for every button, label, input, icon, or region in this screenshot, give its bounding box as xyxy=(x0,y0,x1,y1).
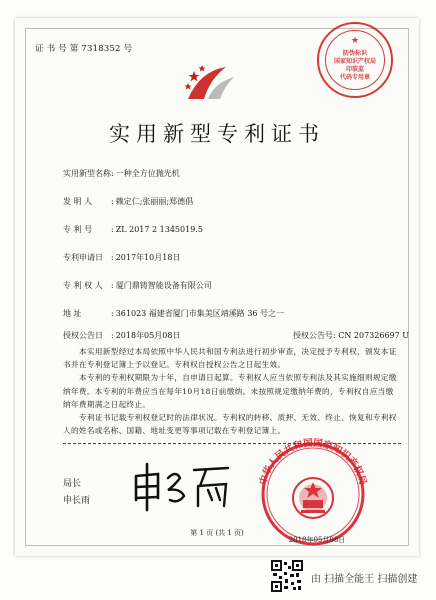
field-label: 专 利 号 xyxy=(63,225,93,234)
anti-counterfeit-seal xyxy=(317,22,393,98)
field-filing-date: 专利申请日 : 2017年10月18日 xyxy=(63,253,181,262)
field-label: 地 址 xyxy=(63,309,82,318)
field-grant-announcement: 授权公告日 : 2018年05月08日 授权公告号: CN 207326697 U xyxy=(63,331,410,340)
certificate-number: 证 书 号 第 7318352 号 xyxy=(35,44,133,54)
field-value: 2017年10月18日 xyxy=(115,253,181,262)
svg-text:中华人民共和国国家知识产权局: 中华人民共和国国家知识产权局 xyxy=(257,437,369,487)
body-paragraph: 本专利的专利权期限为十年，自申请日起算。专利权人应当依照专利法及其实施细则规定缴纳年费。本专利的年费应当在每年10月18日前缴纳。未按照规定缴纳年费的，专利权自应当缴纳年费期满之日起终止。 xyxy=(63,373,397,409)
field-label: 授权公告日 xyxy=(63,331,103,340)
field-label: 发 明 人 xyxy=(63,197,93,206)
certificate-title: 实用新型专利证书 xyxy=(109,122,325,146)
director-title: 局长 xyxy=(63,479,82,489)
national-emblem-icon xyxy=(293,478,333,518)
field-value: 2018年05月08日 xyxy=(115,331,181,340)
field-utility-model-name: 实用新型名称: 一种全方位抛光机 xyxy=(63,169,180,178)
body-paragraph: 本实用新型经过本局依照中华人民共和国专利法进行初步审查，决定授予专利权，颁发本证书并在专利登记簿上予以登记。专利权自授权公告之日起生效。 xyxy=(63,347,397,370)
field-value: 厦门鼎铸智能设备有限公司 xyxy=(115,281,212,290)
field-label: 专 利 权 人 xyxy=(63,281,103,290)
field-patent-number: 专 利 号 : ZL 2017 2 1345019.5 xyxy=(63,225,203,234)
body-paragraph: 专利证书记载专利权登记时的法律状况。专利权的转移、质押、无效、终止、恢复和专利权人的姓名或名称、国籍、地址变更等事项记载在专利登记簿上。 xyxy=(63,413,397,436)
qr-code-icon xyxy=(271,560,303,592)
scanner-label: 由 扫描全能王 扫描创建 xyxy=(311,574,418,585)
anti-counterfeit-seal-text: 防伪标识 国家知识产权局 印装监 代码专用章 xyxy=(333,50,376,81)
star-icon: ★ xyxy=(350,36,360,46)
field-grant-number: 授权公告号: CN 207326697 U xyxy=(293,331,410,340)
field-label: 实用新型名称 xyxy=(63,169,111,178)
page-number: 第 1 页 (共 1 页) xyxy=(190,529,244,537)
director-name: 申长雨 xyxy=(63,496,91,506)
field-value: ZL 2017 2 1345019.5 xyxy=(115,225,203,234)
patent-office-emblem-icon xyxy=(180,61,240,105)
field-value: 一种全方位抛光机 xyxy=(115,169,180,178)
director-signature xyxy=(128,456,238,514)
field-value: 361023 福建省厦门市集美区靖溪路 36 号之一 xyxy=(115,309,285,318)
field-inventor: 发 明 人 : 赖定仁;张丽丽;郑德倡 xyxy=(63,197,194,206)
field-patentee: 专 利 权 人 : 厦门鼎铸智能设备有限公司 xyxy=(63,281,212,290)
field-value: 赖定仁;张丽丽;郑德倡 xyxy=(115,197,194,206)
field-label: 专利申请日 xyxy=(63,253,103,262)
seal-date: 2018年05月08日 xyxy=(288,536,346,544)
patent-certificate xyxy=(15,18,419,556)
scanner-watermark xyxy=(271,560,431,594)
certificate-body xyxy=(63,345,401,437)
field-address: 地 址 : 361023 福建省厦门市集美区靖溪路 36 号之一 xyxy=(63,309,285,318)
